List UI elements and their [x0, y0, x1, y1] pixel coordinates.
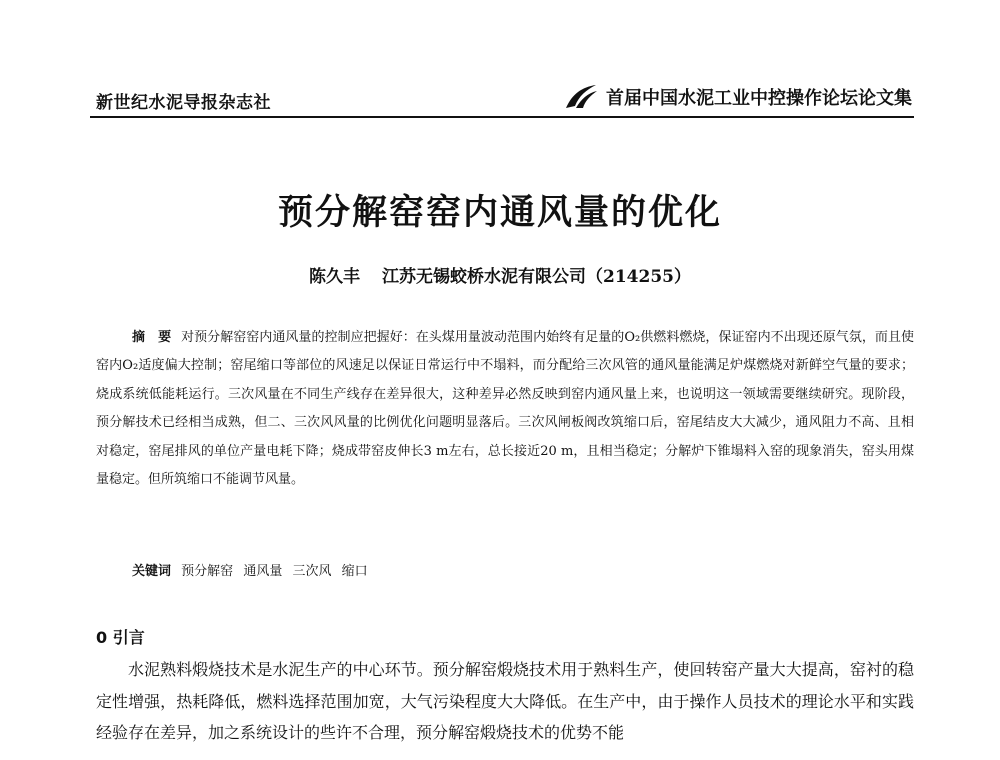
- abstract-label: 摘 要: [132, 330, 172, 345]
- collection-title: 首届中国水泥工业中控操作论坛论文集: [606, 88, 912, 109]
- abstract-text: 对预分解窑窑内通风量的控制应把握好：在头煤用量波动范围内始终有足量的O₂供燃料燃烧，保证窑内不出现还原气氛，而且使窑内O₂适度偏大控制；窑尾缩口等部位的风速足以保证日常运行中不塌料，而分配给三次风管的通风量能满足炉煤燃烧对新鲜空气量的要求；烧成系统低能耗运行。三次风量在不同生产线存在差异很大，这种差异必然反映到窑内通风量上来，也说明这一领域需要继续研究。现阶段，预分解技术已经相当成熟，但二、三次风风量的比例优化问题明显落后。三次风闸板阀改筑缩口后，窑尾结皮大大减少，通风阻力不高、且相对稳定，窑尾排风的单位产量电耗下降；烧成带窑皮伸长3 m左右，总长接近20 m，且相当稳定；分解炉下锥塌料入窑的现象消失，窑头用煤量稳定。但所筑缩口不能调节风量。: [96, 330, 914, 488]
- keywords-label: 关键词: [132, 564, 172, 579]
- abstract: [96, 324, 914, 494]
- paper-title: 预分解窑窑内通风量的优化: [277, 192, 722, 233]
- section-paragraph: 水泥熟料煅烧技术是水泥生产的中心环节。预分解窑煅烧技术用于熟料生产，使回转窑产量大大提高，窑衬的稳定性增强，热耗降低，燃料选择范围加宽，大气污染程度大大降低。在生产中，由于操作人员技术的理论水平和实践经验存在差异，加之系统设计的些许不合理，预分解窑煅烧技术的优势不能: [96, 660, 914, 742]
- author-affiliation: 江苏无锡蛟桥水泥有限公司（214255）: [382, 267, 691, 287]
- keywords: [132, 560, 374, 579]
- section-body: [96, 654, 914, 749]
- section-heading: 0 引言: [96, 628, 145, 647]
- header-divider: [90, 116, 914, 118]
- keyword: 预分解窑: [181, 564, 234, 579]
- swoosh-logo-icon: [564, 84, 598, 110]
- keyword: 三次风: [292, 564, 332, 579]
- author-name: 陈久丰: [309, 267, 360, 287]
- author-line: [0, 262, 1000, 287]
- keyword: 通风量: [243, 564, 283, 579]
- keyword: 缩口: [341, 564, 368, 579]
- running-header-collection: [564, 84, 912, 110]
- running-header-publisher: 新世纪水泥导报杂志社: [96, 93, 271, 113]
